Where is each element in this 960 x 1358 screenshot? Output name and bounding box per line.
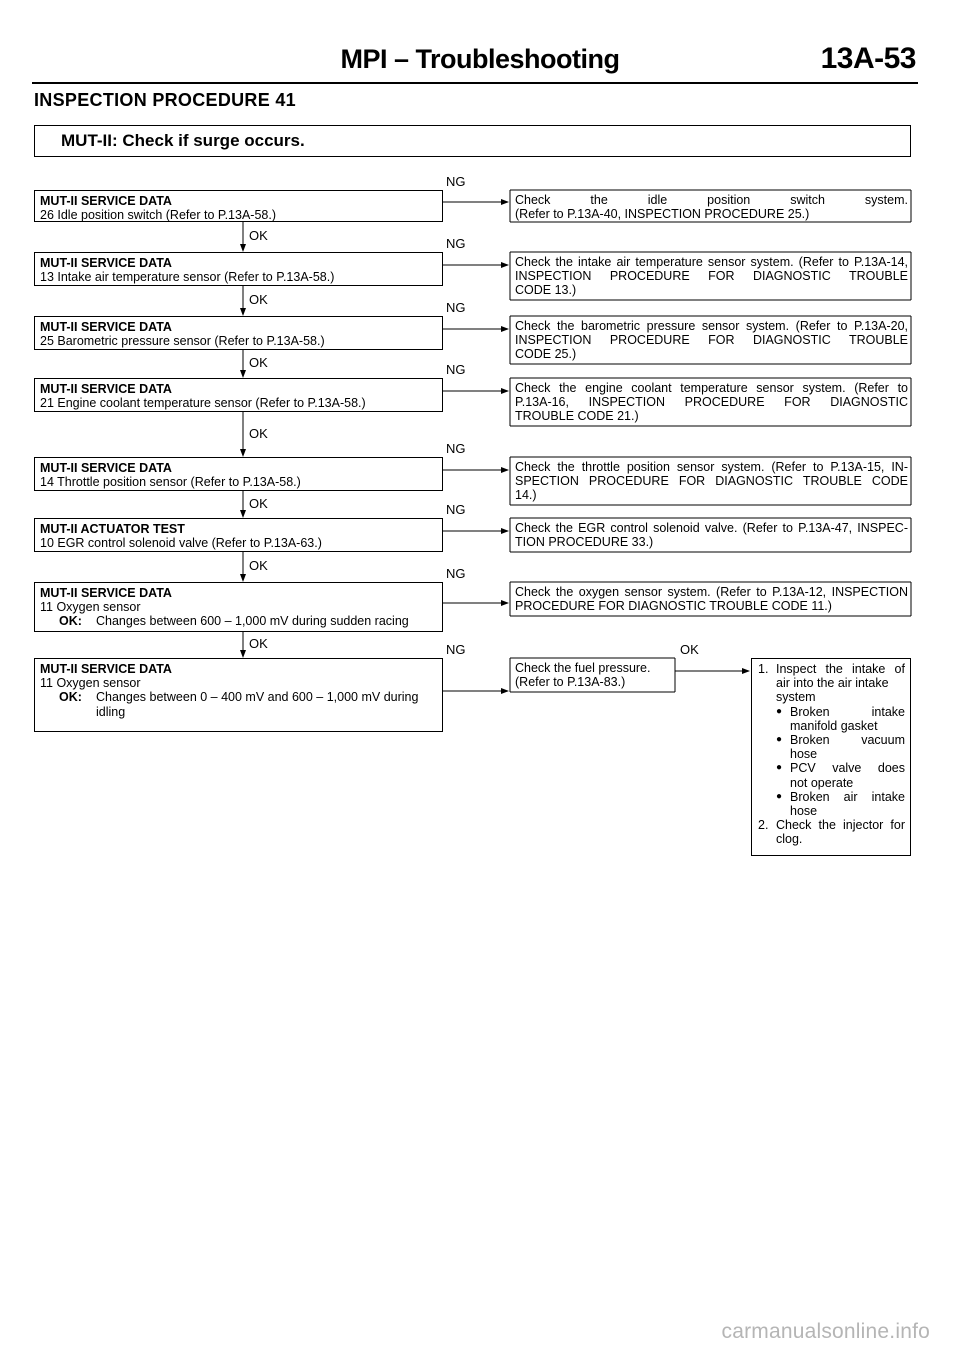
check-line: 10 EGR control solenoid valve (Refer to P.13A-63.) [40, 536, 322, 551]
ng-action-line: INSPECTION PROCEDURE FOR DIAGNOSTIC TROUBLE [515, 333, 908, 348]
ng-label: NG [446, 502, 466, 517]
ng-action-line: 14.) [515, 488, 537, 503]
page-number: 13A-53 [820, 42, 916, 75]
ng-arrow [501, 262, 509, 268]
bullet-icon: ● [776, 790, 783, 802]
ok-label: OK [249, 228, 268, 243]
ng-arrow [501, 326, 509, 332]
ok-label-final: OK [680, 642, 699, 657]
ng-action-line: TION PROCEDURE 33.) [515, 535, 654, 550]
ng-action-line: Check the throttle position sensor system. (Refer to P.13A-15, IN- [515, 460, 908, 474]
item-number: 1. [758, 662, 769, 676]
ng-action-line: Check the fuel pressure. [515, 661, 651, 675]
item-line: system [776, 690, 816, 705]
bullet-line: Broken air intake [790, 789, 905, 804]
ng-action-line: CODE 13.) [515, 283, 577, 298]
ng-action-line: Check the oxygen sensor system. (Refer to P.13A-12, INSPECTION [515, 585, 908, 599]
ok-criterion-label: OK: [59, 614, 82, 629]
ng-arrow [501, 528, 509, 534]
main-check-box: MUT-II: Check if surge occurs. [34, 125, 911, 157]
ok-criterion-label: OK: [59, 690, 82, 705]
ok-label: OK [249, 558, 268, 573]
ok-label: OK [249, 292, 268, 307]
ng-arrow [501, 467, 509, 473]
ng-label: NG [446, 362, 466, 377]
item-line: clog. [776, 832, 803, 847]
item-line: Inspect the intake of [776, 662, 905, 676]
ok-arrow-final [742, 668, 750, 674]
ng-action-line: Check the idle position switch system. [515, 193, 908, 207]
ok-label: OK [249, 355, 268, 370]
ng-arrow [501, 388, 509, 394]
ok-arrow [240, 244, 246, 252]
ok-arrow [240, 650, 246, 658]
check-heading: MUT-II SERVICE DATA [40, 461, 172, 475]
item-line: air into the air intake [776, 676, 889, 691]
ng-action-line: P.13A-16, INSPECTION PROCEDURE FOR DIAGNOSTIC [515, 395, 908, 410]
check-heading: MUT-II SERVICE DATA [40, 194, 172, 208]
bullet-line: hose [790, 804, 818, 819]
ok-label: OK [249, 636, 268, 651]
ng-action-line: Check the barometric pressure sensor system. (Refer to P.13A-20, [515, 319, 908, 333]
ng-action-line: (Refer to P.13A-83.) [515, 675, 626, 690]
ng-label: NG [446, 441, 466, 456]
ng-action-line: PROCEDURE FOR DIAGNOSTIC TROUBLE CODE 11.) [515, 599, 832, 614]
ng-action-line: TROUBLE CODE 21.) [515, 409, 639, 424]
ng-arrow [501, 600, 509, 606]
bullet-line: hose [790, 747, 818, 762]
bullet-icon: ● [776, 762, 783, 774]
ok-arrow [240, 370, 246, 378]
ok-criterion-text: Changes between 0 – 400 mV and 600 – 1,000 mV during idling [96, 690, 419, 719]
ng-label: NG [446, 642, 466, 657]
ng-label: NG [446, 236, 466, 251]
check-line: 13 Intake air temperature sensor (Refer to P.13A-58.) [40, 270, 335, 285]
check-line: 21 Engine coolant temperature sensor (Refer to P.13A-58.) [40, 396, 366, 411]
procedure-title: INSPECTION PROCEDURE 41 [34, 90, 296, 110]
ok-arrow [240, 308, 246, 316]
ng-label: NG [446, 174, 466, 189]
ok-arrow [240, 574, 246, 582]
check-line: 25 Barometric pressure sensor (Refer to P.13A-58.) [40, 334, 325, 349]
check-line: 14 Throttle position sensor (Refer to P.13A-58.) [40, 475, 301, 490]
check-heading: MUT-II SERVICE DATA [40, 382, 172, 396]
check-line: 11 Oxygen sensor [40, 676, 141, 691]
item-number: 2. [758, 818, 769, 833]
bullet-line: not operate [790, 775, 854, 790]
ng-label: NG [446, 300, 466, 315]
ng-action-line: INSPECTION PROCEDURE FOR DIAGNOSTIC TROUBLE [515, 269, 908, 284]
ng-action-line: Check the EGR control solenoid valve. (Refer to P.13A-47, INSPEC- [515, 521, 908, 535]
ng-label: NG [446, 566, 466, 581]
ng-action-line: SPECTION PROCEDURE FOR DIAGNOSTIC TROUBLE CODE [515, 474, 908, 489]
bullet-line: Broken intake [790, 704, 905, 719]
check-heading: MUT-II SERVICE DATA [40, 256, 172, 270]
check-heading: MUT-II SERVICE DATA [40, 662, 172, 676]
ok-label: OK [249, 426, 268, 441]
check-heading: MUT-II SERVICE DATA [40, 586, 172, 600]
ok-arrow [240, 449, 246, 457]
ok-label: OK [249, 496, 268, 511]
check-line: 11 Oxygen sensor [40, 600, 141, 615]
ng-action-line: Check the intake air temperature sensor system. (Refer to P.13A-14, [515, 255, 908, 269]
check-heading: MUT-II SERVICE DATA [40, 320, 172, 334]
bullet-icon: ● [776, 705, 783, 717]
ng-arrow [501, 688, 509, 694]
item-line: Check the injector for [776, 818, 905, 833]
bullet-icon: ● [776, 734, 783, 746]
check-heading: MUT-II ACTUATOR TEST [40, 522, 185, 536]
ng-action-line: (Refer to P.13A-40, INSPECTION PROCEDURE 25.) [515, 207, 810, 222]
watermark: carmanualsonline.info [721, 1320, 930, 1343]
page-header-title: MPI – Troubleshooting [340, 44, 620, 74]
bullet-line: PCV valve does [790, 761, 905, 776]
ok-criterion-text: Changes between 600 – 1,000 mV during sudden racing [96, 614, 409, 629]
ng-action-line: Check the engine coolant temperature sensor system. (Refer to [515, 381, 908, 395]
ng-action-line: CODE 25.) [515, 347, 577, 362]
ok-arrow [240, 510, 246, 518]
ng-arrow [501, 199, 509, 205]
check-line: 26 Idle position switch (Refer to P.13A-58.) [40, 208, 277, 223]
bullet-line: manifold gasket [790, 718, 878, 733]
bullet-line: Broken vacuum [790, 733, 905, 748]
